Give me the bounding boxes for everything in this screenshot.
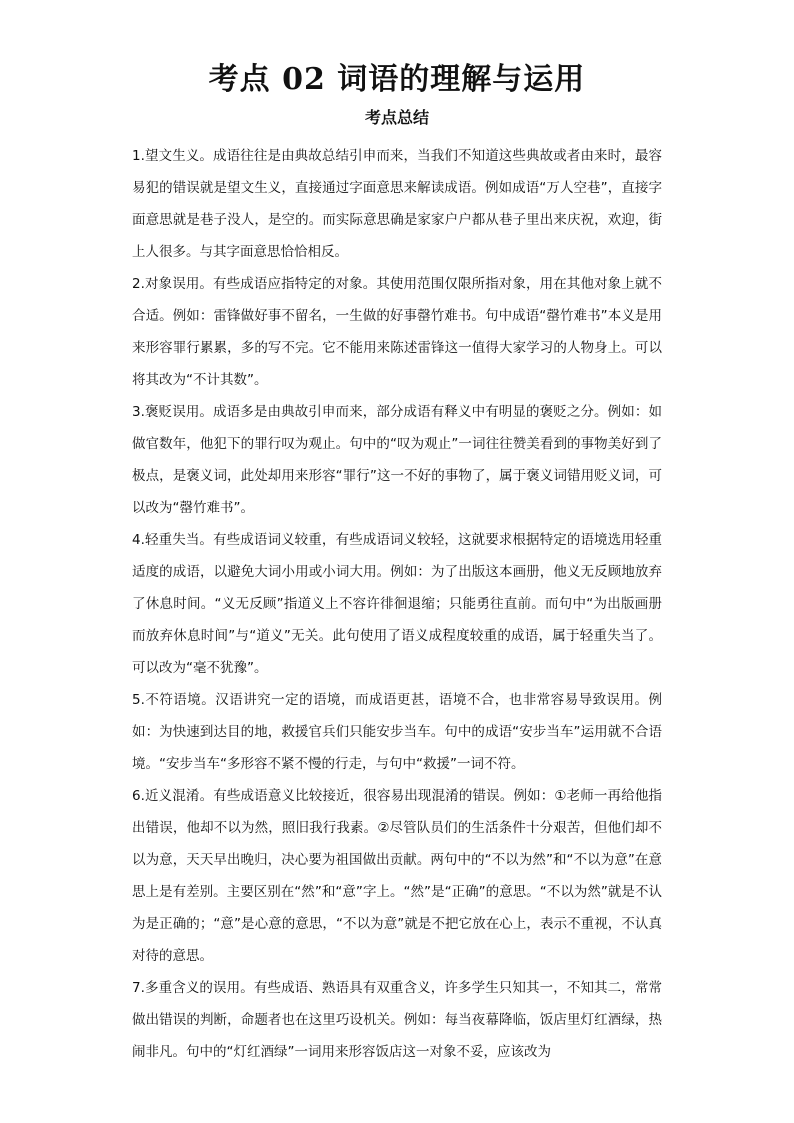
paragraph-6: 6.近义混淆。有些成语意义比较接近，很容易出现混淆的错误。例如：①老师一再给他指出错误，他却不以为然，照旧我行我素。②尽管队员们的生活条件十分艰苦，但他们却不以为意，天天早出晚归，决心要为祖国做出贡献。两句中的“不以为然”和“不以为意”在意思上是有差别。主要区别在“然”和“意”字上。“然”是“正确”的意思。“不以为然”就是不认为是正确的；“意”是心意的意思，“不以为意”就是不把它放在心上，表示不重视，不认真对待的意思。 (132, 788, 662, 964)
paragraph-5: 5.不符语境。汉语讲究一定的语境，而成语更甚，语境不合，也非常容易导致误用。例如：为快速到达目的地，救援官兵们只能安步当车。句中的成语“安步当车”运用就不合语境。“安步当车“多形容不紧不慢的行走，与句中“救援”一词不符。 (132, 692, 662, 772)
section-subtitle: 考点总结 (364, 108, 429, 127)
paragraph-7: 7.多重含义的误用。有些成语、熟语具有双重含义，许多学生只知其一，不知其二，常常做出错误的判断，命题者也在这里巧设机关。例如：每当夜幕降临，饭店里灯红酒绿，热闹非凡。句中的“灯红酒绿”一词用来形容饭店这一对象不妥，应该改为 (132, 980, 662, 1060)
paragraph-1: 1.望文生义。成语往往是由典故总结引申而来，当我们不知道这些典故或者由来时，最容易犯的错误就是望文生义，直接通过字面意思来解读成语。例如成语“万人空巷”，直接字面意思就是巷子没人，是空的。而实际意思确是家家户户都从巷子里出来庆祝，欢迎，街上人很多。与其字面意思恰恰相反。 (132, 148, 662, 260)
paragraph-3: 3.褒贬误用。成语多是由典故引申而来，部分成语有释义中有明显的褒贬之分。例如：如做官数年，他犯下的罪行叹为观止。句中的“叹为观止”一词往往赞美看到的事物美好到了极点，是褒义词，此处却用来形容“罪行”这一不好的事物了，属于褒义词错用贬义词，可以改为“罄竹难书”。 (132, 404, 662, 516)
document-title: 考点 02 词语的理解与运用 (208, 62, 586, 97)
paragraph-4: 4.轻重失当。有些成语词义较重，有些成语词义较轻，这就要求根据特定的语境选用轻重适度的成语，以避免大词小用或小词大用。例如：为了出版这本画册，他义无反顾地放弃了休息时间。“义无反顾”指道义上不容许徘徊退缩；只能勇往直前。而句中“为出版画册而放弃休息时间”与“道义”无关。此句使用了语义成程度较重的成语，属于轻重失当了。可以改为“毫不犹豫”。 (132, 532, 662, 676)
paragraph-2: 2.对象误用。有些成语应指特定的对象。其使用范围仅限所指对象，用在其他对象上就不合适。例如：雷锋做好事不留名，一生做的好事罄竹难书。句中成语“罄竹难书”本义是用来形容罪行累累，多的写不完。它不能用来陈述雷锋这一值得大家学习的人物身上。可以将其改为“不计其数”。 (132, 276, 662, 388)
